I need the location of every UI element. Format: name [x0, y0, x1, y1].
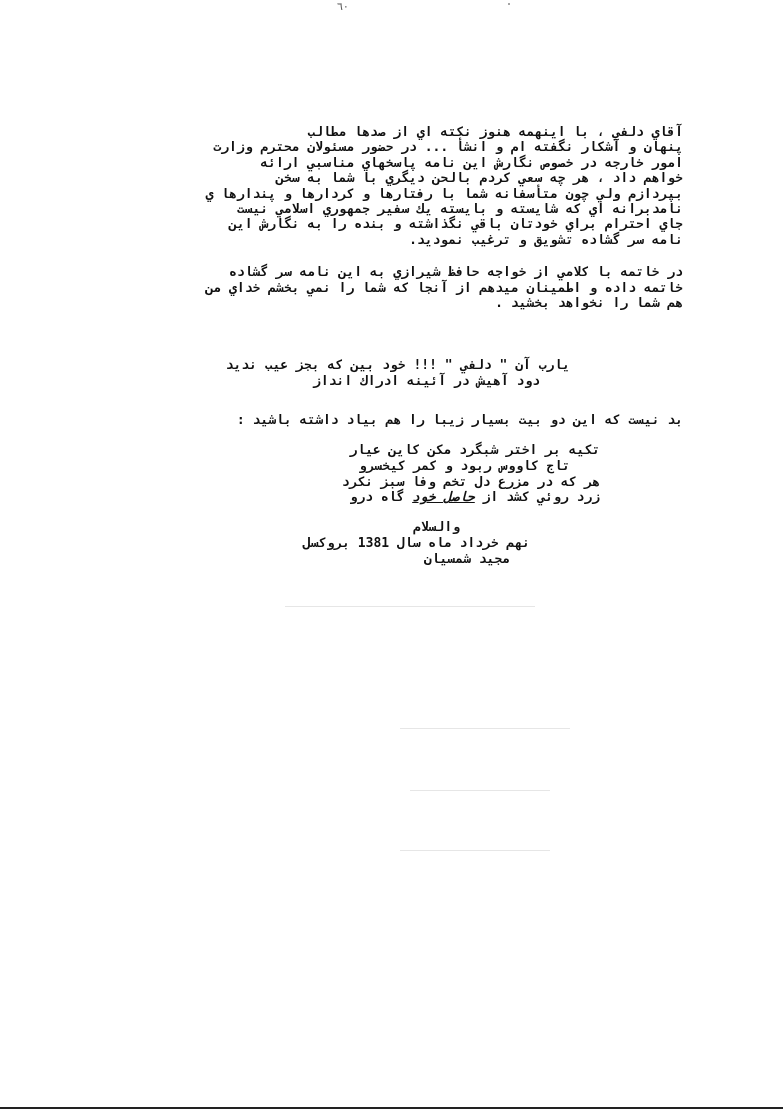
poem-verse-1: [150, 358, 570, 389]
city-name: بروكسل: [303, 535, 350, 551]
paragraph-2: [118, 265, 683, 311]
text-line: امور خارجه در خصوص نگارش اين نامه پاسخهاي مناسبي ارائه: [260, 155, 683, 171]
scan-noise: [400, 728, 570, 729]
date-line: [150, 536, 530, 552]
poem-line: تاج كاووس ربود و كمر كيخسرو: [358, 458, 570, 474]
signature-block: [150, 520, 530, 567]
text-line: پنهان و آشكار نگفته ام و انشأ ... در حضور مسئولان محترم وزارت: [213, 140, 683, 156]
bottom-edge-line: [0, 1107, 783, 1109]
text-line: آقاي دلفي ، با اينهمه هنوز نكته اي از صدها مطالب: [307, 125, 683, 140]
poem-line: دود آهيش در آئينه ادراك انداز: [313, 373, 540, 389]
poem-intro: بد نيست كه اين دو بيت بسيار زيبا را هم بياد داشته باشيد :: [236, 413, 683, 428]
scan-noise: [285, 606, 535, 607]
text-line: در خاتمه با كلامي از خواجه حافظ شيرازي به اين نامه سر گشاده: [229, 265, 683, 281]
letter-body: [118, 125, 683, 311]
poem-verse-2: [150, 443, 600, 506]
text-line: خاتمه داده و اطمينان ميدهم از آنجا كه شما را نمي بخشم خداي من: [205, 280, 683, 296]
page-speck: [508, 3, 510, 5]
underlined-phrase: حاصل خود: [412, 490, 475, 506]
page-top-mark: ٦٠: [337, 0, 349, 13]
scan-noise: [410, 790, 550, 791]
poem-line: هر كه در مزرع دل تخم وفا سبز نكرد: [341, 474, 600, 490]
text-line: هم شما را نخواهد بخشيد .: [495, 296, 683, 312]
closing-salutation: والسلام: [413, 520, 460, 535]
date-text: نهم خرداد ماه سال: [396, 535, 530, 551]
poem-line-end: گاه درو: [349, 490, 405, 506]
paragraph-1: [118, 125, 683, 248]
poem-line: يارب آن " دلفي " !!! خود بين كه بجز عيب نديد: [225, 358, 570, 373]
text-line: نامه سر گشاده تشويق و ترغيب نموديد.: [409, 232, 683, 248]
date-year: 1381: [357, 535, 390, 551]
poem-line-start: زرد روئي كشد از: [482, 490, 600, 506]
text-line: نامدبرانه اي كه شايسته و بايسته يك سفير جمهوري اسلامي نيست: [236, 202, 683, 218]
scan-noise: [400, 850, 550, 851]
poem-line: [150, 490, 600, 506]
poem-line: تكيه بر اختر شبگرد مكن كاين عيار: [349, 443, 600, 458]
text-line: بپردازم ولي چون متأسفانه شما با رفتارها و كردارها و پندارها ي: [205, 186, 683, 202]
author-name: مجيد شمسيان: [423, 551, 510, 567]
text-line: جاي احترام براي خودتان باقي نگذاشته و بنده را به نگارش اين: [229, 217, 683, 233]
text-line: خواهم داد ، هر چه سعي كردم بالحن ديگري با شما به سخن: [276, 171, 683, 187]
